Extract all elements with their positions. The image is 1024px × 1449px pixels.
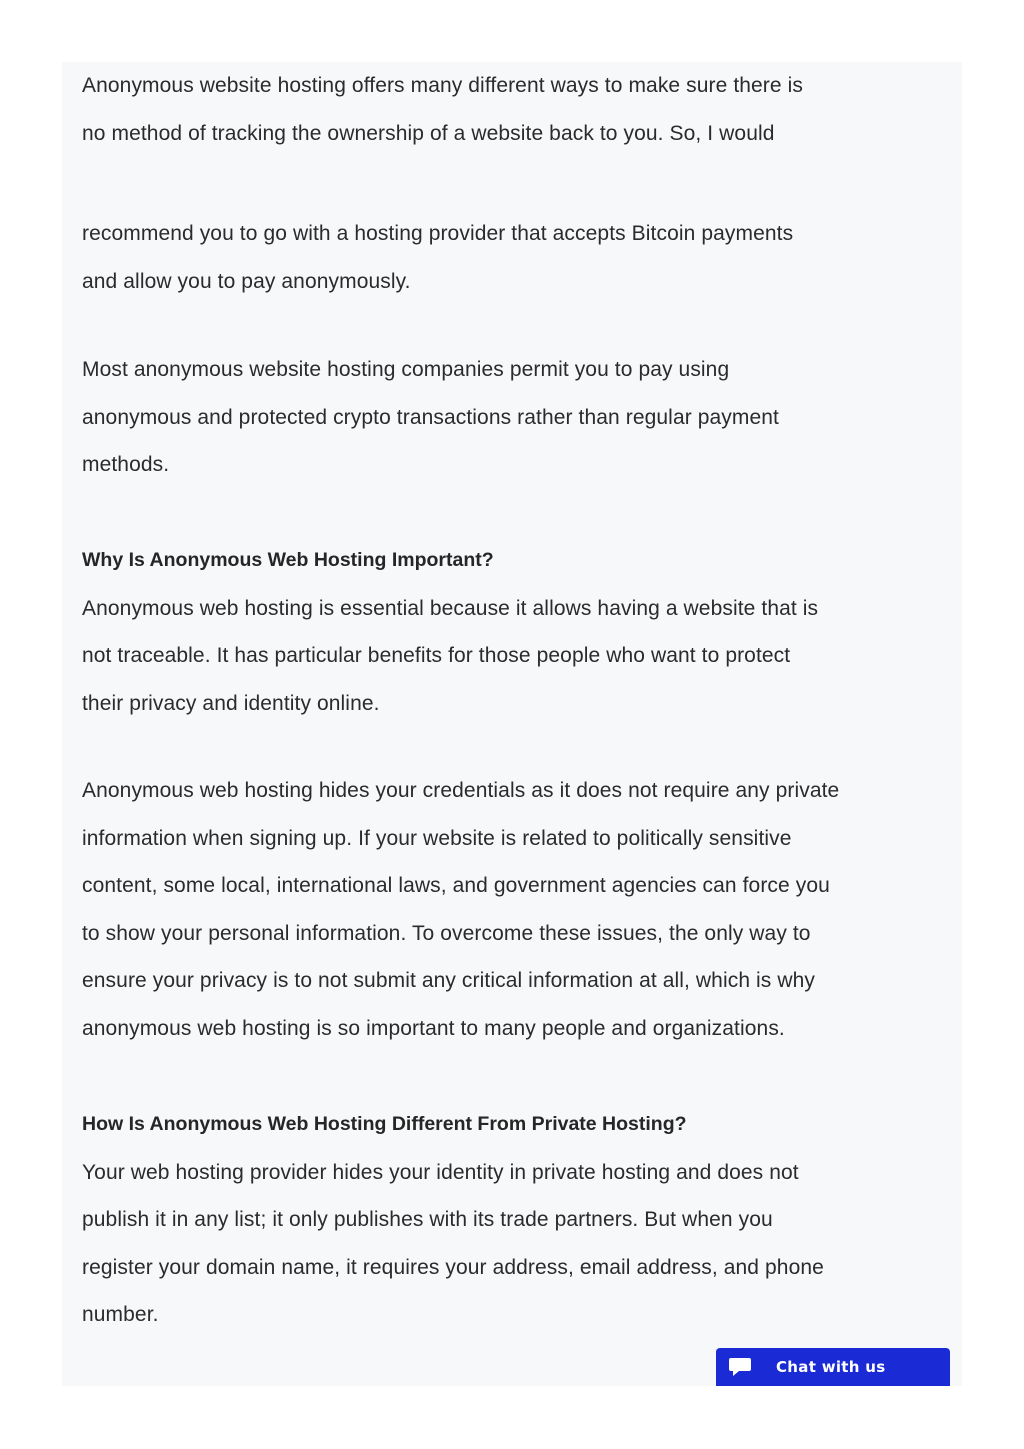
section-difference [82,1101,952,1339]
text-line: publish it in any list; it only publishes with its trade partners. But when you [82,1208,773,1231]
text-line: anonymous and protected crypto transactions rather than regular payment [82,405,779,429]
text-line: and allow you to pay anonymously. [82,269,411,293]
text-line: Anonymous web hosting hides your credentials as it does not require any private [82,779,840,802]
text-line: Anonymous web hosting is essential because it allows having a website that is [82,596,819,620]
chat-bubble-icon [716,1348,764,1386]
text-line: to show your personal information. To overcome these issues, the only way to [82,921,811,945]
text-line: content, some local, international laws, and government agencies can force you [82,874,830,897]
text-line: number. [82,1303,159,1326]
text-line: Your web hosting provider hides your identity in private hosting and does not [82,1160,799,1184]
section-heading: Why Is Anonymous Web Hosting Important? [82,549,494,571]
paragraph-bitcoin [82,210,952,305]
text-line: Anonymous website hosting offers many different ways to make sure there is [82,74,803,97]
chat-with-us-button[interactable] [716,1348,950,1386]
document-page [62,62,962,1386]
text-line: no method of tracking the ownership of a website back to you. So, I would [82,121,775,145]
text-line: recommend you to go with a hosting provider that accepts Bitcoin payments [82,222,794,245]
paragraph-credentials [82,767,952,1052]
section-heading: How Is Anonymous Web Hosting Different From Private Hosting? [82,1113,687,1135]
text-line: Most anonymous website hosting companies permit you to pay using [82,358,730,381]
text-line: their privacy and identity online. [82,691,380,715]
chat-label: Chat with us [776,1358,886,1376]
text-line: not traceable. It has particular benefits for those people who want to protect [82,644,791,667]
paragraph-crypto [82,346,952,489]
text-line: register your domain name, it requires your address, email address, and phone [82,1255,824,1279]
paragraph-intro [82,62,952,157]
text-line: methods. [82,453,170,476]
text-line: information when signing up. If your website is related to politically sensitive [82,826,792,850]
text-line: ensure your privacy is to not submit any critical information at all, which is why [82,969,815,992]
section-importance [82,537,952,727]
text-line: anonymous web hosting is so important to many people and organizations. [82,1016,785,1040]
